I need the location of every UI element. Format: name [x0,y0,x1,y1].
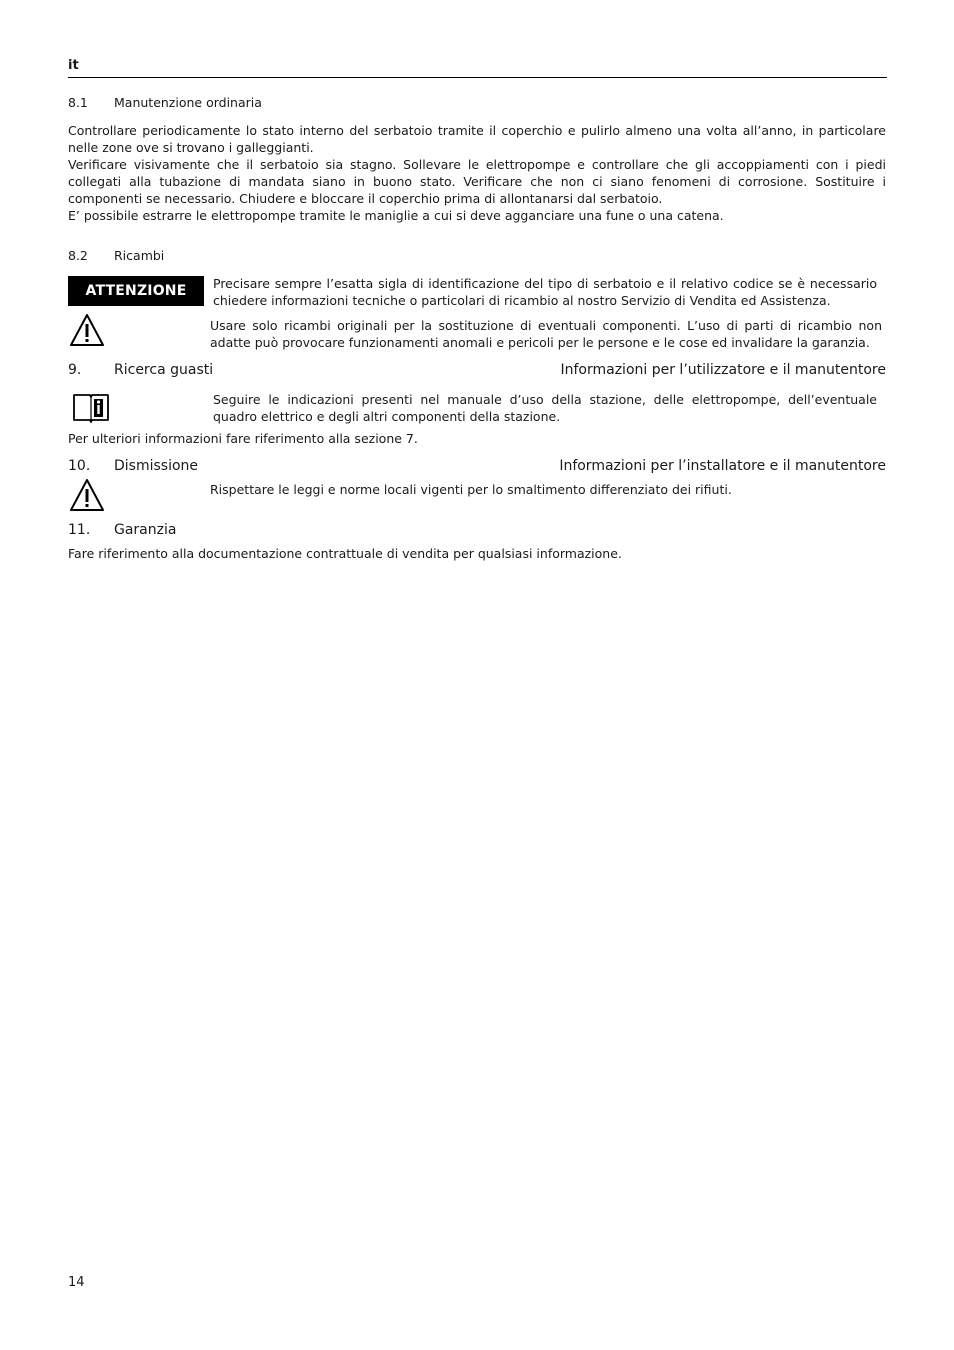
attention-note: Precisare sempre l’esatta sigla di identificazione del tipo di serbatoio e il relativo codice se è necessario chiedere informazioni tecniche o particolari di ricambio al nostro Servizio di Vendita ed Assistenza. [213,276,877,308]
section-10-audience: Informazioni per l’installatore e il manutentore [559,458,886,474]
section-title: Ricerca guasti [114,362,214,378]
section-number: 8.2 [68,248,88,263]
section-10-note: Rispettare le leggi e norme locali vigenti per lo smaltimento differenziato dei rifiuti. [210,482,732,497]
section-title: Manutenzione ordinaria [114,95,262,110]
paragraph: Fare riferimento alla documentazione contrattuale di vendita per qualsiasi informazione. [68,546,622,561]
section-title: Dismissione [114,458,199,474]
section-10-heading [68,458,198,474]
warning-note: Usare solo ricambi originali per la sostituzione di eventuali componenti. L’uso di parti di ricambio non adatte può provocare funzionamenti anomali e pericoli per le persone e le cose ed invalidare la garanzia. [210,318,882,350]
section-title: Garanzia [114,522,177,538]
section-title: Ricambi [114,248,165,263]
warning-triangle-icon [69,313,105,347]
section-number: 10. [68,458,91,474]
section-number: 11. [68,522,91,538]
section-number: 9. [68,362,82,378]
header-rule [68,77,887,78]
paragraph: Verificare visivamente che il serbatoio sia stagno. Sollevare le elettropompe e controllare che gli accoppiamenti con i piedi collegati alla tubazione di mandata siano in buono stato. Verificare che non ci siano fenomeni di corrosione. Sostituire i componenti se necessario. Chiudere e bloccare il coperchio prima di allontanarsi dal serbatoio. [68,157,886,206]
paragraph: Per ulteriori informazioni fare riferimento alla sezione 7. [68,431,418,446]
section-9-audience: Informazioni per l’utilizzatore e il manutentore [560,362,886,378]
paragraph: Controllare periodicamente lo stato interno del serbatoio tramite il coperchio e pulirlo almeno una volta all’anno, in particolare nelle zone ove si trovano i galleggianti. [68,123,886,155]
manual-info-icon [72,391,110,423]
page-number: 14 [68,1275,85,1290]
section-number: 8.1 [68,95,88,110]
paragraph: E’ possibile estrarre le elettropompe tramite le maniglie a cui si deve agganciare una fune o una catena. [68,208,724,223]
section-9-heading [68,362,213,378]
language-code: it [68,58,79,73]
section-11-heading [68,522,176,538]
warning-triangle-icon [69,478,105,512]
section-9-note: Seguire le indicazioni presenti nel manuale d’uso della stazione, delle elettropompe, dell’eventuale quadro elettrico e degli altri componenti della stazione. [213,392,877,424]
section-8-1-body [68,122,886,224]
section-8-1-heading [68,95,262,110]
attention-badge: ATTENZIONE [68,276,204,306]
section-8-2-heading [68,248,164,263]
